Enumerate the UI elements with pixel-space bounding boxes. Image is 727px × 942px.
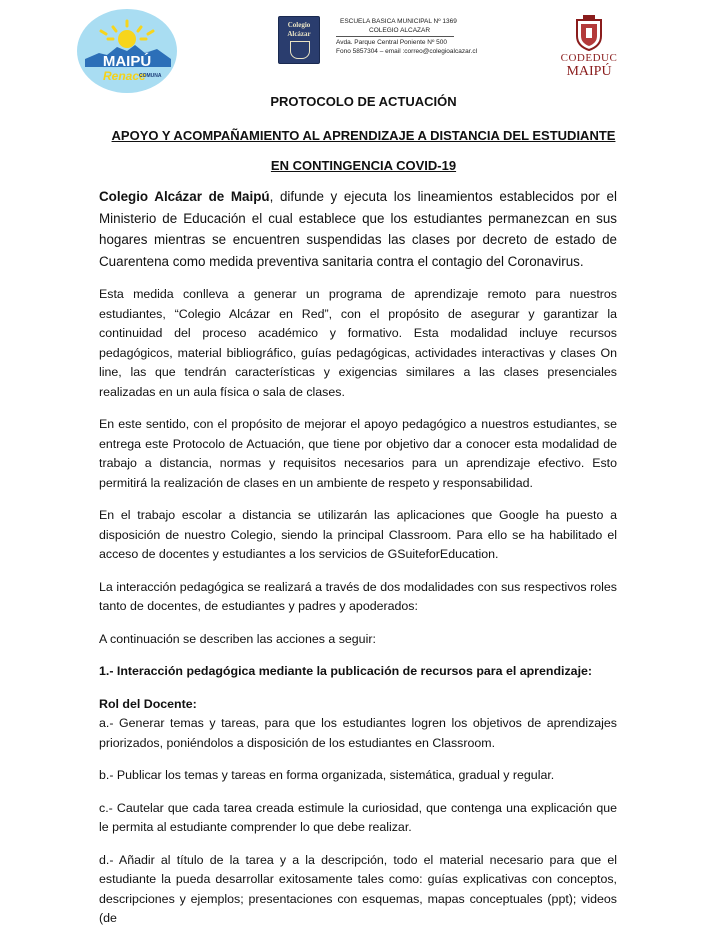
- paragraph-4: La interacción pedagógica se realizará a través de dos modalidades con sus respectivos roles tanto de docentes, de estudiantes y padres y apoderados:: [99, 579, 617, 613]
- paragraph-3: En el trabajo escolar a distancia se utilizarán las aplicaciones que Google ha puesto a disposición de nuestro Colegio, siendo la principal Classroom. Para ello se ha habilitado el acceso de docentes y estudiantes a los servicios de GSuiteforEducation.: [99, 508, 617, 561]
- codeduc-name: CODEDUC: [560, 52, 618, 64]
- shield-icon: [571, 14, 607, 52]
- paragraph-2: En este sentido, con el propósito de mejorar el apoyo pedagógico a nuestros estudiantes, se entrega este Protocolo de Actuación, que tiene por objetivo dar a conocer esta modalidad de trabajo a distancia, normas y requisitos necesarios para un aprendizaje efectivo. Esto permitirá la realización de clases en un ambiente de respeto y responsabilidad.: [99, 417, 617, 490]
- lead-school-name: Colegio Alcázar de Maipú: [99, 189, 270, 204]
- list-item-d: d.- Añadir al título de la tarea y a la descripción, todo el material necesario para que el estudiante la pueda desarrollar exitosamente tales como: guías explicativas con conceptos, descripciones y ejemplos; presentaciones con esquemas, mapas conceptuales (ppt); videos (de: [99, 852, 617, 925]
- section-1-heading: 1.- Interacción pedagógica mediante la publicación de recursos para el aprendizaje:: [99, 664, 593, 678]
- alcazar-logo: [278, 16, 320, 64]
- document-title: PROTOCOLO DE ACTUACIÓN: [270, 94, 457, 109]
- paragraph-1: Esta medida conlleva a generar un programa de aprendizaje remoto para nuestros estudiantes, “Colegio Alcázar en Red”, con el propósito de asegurar y garantizar la continuidad del proceso académico y formativo. Esta modalidad incluye recursos pedagógicos, material bibliográfico, guías pedagógicas, actividades interactivas y clases On line, las que tendrán características y exigencias similares a las clases presenciales realizadas en un aula física o sala de clases.: [99, 287, 617, 399]
- codeduc-logo: [557, 14, 621, 78]
- school-name: ESCUELA BASICA MUNICIPAL Nº 1369: [340, 18, 457, 25]
- list-item-a: a.- Generar temas y tareas, para que los estudiantes logren los objetivos de aprendizajes priorizados, poniéndolos a disposición de los estudiantes en Classroom.: [99, 716, 617, 750]
- document-subtitle-1: APOYO Y ACOMPAÑAMIENTO AL APRENDIZAJE A DISTANCIA DEL ESTUDIANTE: [111, 128, 616, 143]
- list-item-c: c.- Cautelar que cada tarea creada estimule la curiosidad, que contenga una explicación que le permita al estudiante comprender lo que debe realizar.: [99, 800, 617, 834]
- lead-paragraph: [99, 186, 617, 272]
- document-subtitle-2: EN CONTINGENCIA COVID-19: [270, 158, 457, 173]
- school-info-divider: [336, 36, 454, 37]
- document-body: [99, 186, 617, 942]
- maipu-logo: [77, 9, 177, 93]
- paragraph-5: A continuación se describen las acciones a seguir:: [99, 631, 376, 646]
- maipu-logo-tag: COMUNA: [139, 73, 162, 79]
- school-colegio: COLEGIO ALCAZAR: [369, 27, 431, 34]
- school-info: [336, 17, 478, 56]
- teacher-role-heading: Rol del Docente:: [99, 696, 197, 711]
- crest-icon: [290, 41, 310, 59]
- school-address: Avda. Parque Central Poniente Nº 500: [336, 39, 448, 46]
- lead-text: , difunde y ejecuta los lineamientos establecidos por el Ministerio de Educación el cual establece que los estudiantes permanezcan en sus hogares mientras se encuentren suspendidas las clases por decreto de estado de Cuarentena como medida preventiva sanitaria contra el contagio del Coronavirus.: [99, 189, 617, 269]
- school-contact: Fono 5857304 – email :correo@colegioalcazar.cl: [336, 48, 478, 55]
- maipu-logo-title: MAIPÚ: [102, 53, 152, 70]
- alcazar-logo-line2: Alcázar: [287, 30, 311, 38]
- codeduc-city: MAIPÚ: [566, 64, 612, 79]
- list-item-b: b.- Publicar los temas y tareas en forma organizada, sistemática, gradual y regular.: [99, 768, 555, 782]
- maipu-logo-subtitle: Renace: [103, 69, 146, 83]
- alcazar-logo-line1: Colegio: [287, 21, 311, 29]
